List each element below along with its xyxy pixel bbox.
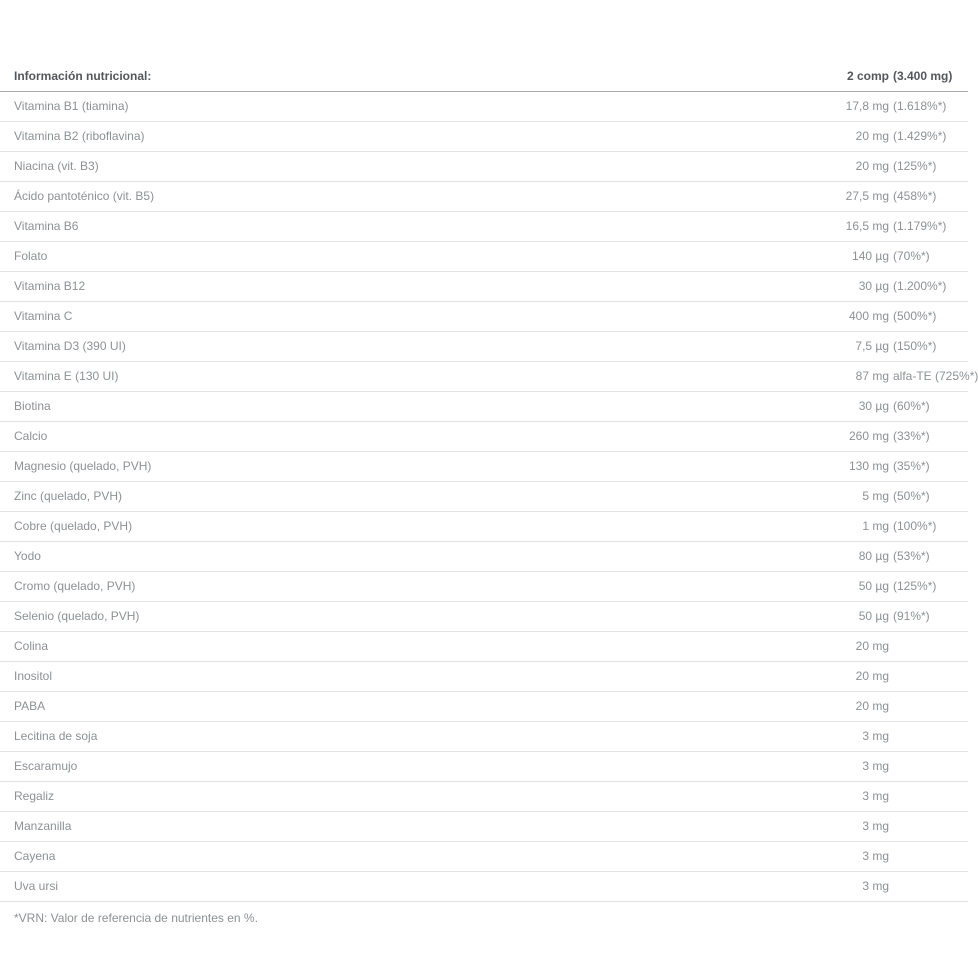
nutrient-name: PABA [0, 692, 709, 722]
nutrient-amount: 130 mg [709, 452, 889, 482]
table-row [0, 242, 968, 272]
nutrient-amount: 260 mg [709, 422, 889, 452]
nutrient-vrn-percent [889, 692, 968, 722]
table-row [0, 872, 968, 902]
nutrient-amount: 20 mg [709, 692, 889, 722]
nutrient-name: Escaramujo [0, 752, 709, 782]
table-row [0, 782, 968, 812]
nutrient-amount: 5 mg [709, 482, 889, 512]
nutrient-amount: 50 µg [709, 572, 889, 602]
nutrient-name: Manzanilla [0, 812, 709, 842]
table-row [0, 362, 968, 392]
nutrient-name: Zinc (quelado, PVH) [0, 482, 709, 512]
nutrient-amount: 20 mg [709, 122, 889, 152]
nutrition-table [0, 62, 978, 902]
nutrient-amount: 140 µg [709, 242, 889, 272]
nutrient-vrn-percent: (53%*) [889, 542, 968, 572]
nutrient-name: Vitamina B12 [0, 272, 709, 302]
table-row [0, 632, 968, 662]
nutrient-amount: 20 mg [709, 632, 889, 662]
nutrient-vrn-percent [889, 722, 968, 752]
nutrient-name: Vitamina B6 [0, 212, 709, 242]
nutrient-vrn-percent: alfa-TE (725%*) [889, 362, 968, 392]
nutrient-amount: 7,5 µg [709, 332, 889, 362]
nutrient-amount: 87 mg [709, 362, 889, 392]
nutrient-vrn-percent [889, 842, 968, 872]
table-header-title: Información nutricional: [0, 62, 709, 92]
nutrient-amount: 17,8 mg [709, 92, 889, 122]
nutrient-name: Ácido pantoténico (vit. B5) [0, 182, 709, 212]
nutrient-vrn-percent: (125%*) [889, 572, 968, 602]
table-row [0, 842, 968, 872]
table-row [0, 122, 968, 152]
nutrient-vrn-percent: (33%*) [889, 422, 968, 452]
table-row [0, 812, 968, 842]
nutrient-amount: 30 µg [709, 392, 889, 422]
nutrient-amount: 400 mg [709, 302, 889, 332]
nutrient-name: Yodo [0, 542, 709, 572]
nutrient-vrn-percent: (35%*) [889, 452, 968, 482]
nutrient-vrn-percent: (1.429%*) [889, 122, 968, 152]
nutrient-amount: 80 µg [709, 542, 889, 572]
nutrient-name: Cobre (quelado, PVH) [0, 512, 709, 542]
nutrient-name: Folato [0, 242, 709, 272]
nutrient-amount: 50 µg [709, 602, 889, 632]
nutrient-amount: 3 mg [709, 872, 889, 902]
nutrient-vrn-percent [889, 662, 968, 692]
nutrient-vrn-percent: (50%*) [889, 482, 968, 512]
table-row [0, 602, 968, 632]
table-row [0, 572, 968, 602]
nutrient-amount: 3 mg [709, 782, 889, 812]
nutrient-vrn-percent: (60%*) [889, 392, 968, 422]
nutrient-amount: 1 mg [709, 512, 889, 542]
table-row [0, 302, 968, 332]
nutrient-vrn-percent: (1.179%*) [889, 212, 968, 242]
nutrient-vrn-percent: (91%*) [889, 602, 968, 632]
table-row [0, 92, 968, 122]
nutrition-table-body [0, 92, 978, 902]
table-row [0, 662, 968, 692]
nutrient-amount: 3 mg [709, 842, 889, 872]
nutrient-name: Biotina [0, 392, 709, 422]
table-row [0, 512, 968, 542]
nutrient-vrn-percent: (150%*) [889, 332, 968, 362]
nutrient-amount: 3 mg [709, 812, 889, 842]
nutrient-name: Uva ursi [0, 872, 709, 902]
table-row [0, 422, 968, 452]
nutrient-vrn-percent: (70%*) [889, 242, 968, 272]
table-row [0, 152, 968, 182]
nutrient-name: Inositol [0, 662, 709, 692]
vrn-footnote: *VRN: Valor de referencia de nutrientes en %. [14, 911, 258, 925]
table-row [0, 272, 968, 302]
table-row [0, 752, 968, 782]
table-row [0, 392, 968, 422]
nutrient-amount: 20 mg [709, 662, 889, 692]
nutrient-name: Calcio [0, 422, 709, 452]
nutrient-name: Regaliz [0, 782, 709, 812]
nutrient-name: Vitamina E (130 UI) [0, 362, 709, 392]
nutrient-name: Selenio (quelado, PVH) [0, 602, 709, 632]
table-header-row [0, 62, 968, 92]
nutrient-name: Vitamina D3 (390 UI) [0, 332, 709, 362]
nutrient-name: Cromo (quelado, PVH) [0, 572, 709, 602]
nutrient-name: Cayena [0, 842, 709, 872]
table-row [0, 212, 968, 242]
nutrient-amount: 3 mg [709, 722, 889, 752]
nutrient-name: Niacina (vit. B3) [0, 152, 709, 182]
nutrient-amount: 16,5 mg [709, 212, 889, 242]
nutrient-vrn-percent: (1.200%*) [889, 272, 968, 302]
nutrient-vrn-percent [889, 812, 968, 842]
nutrient-name: Colina [0, 632, 709, 662]
table-row [0, 722, 968, 752]
nutrient-amount: 20 mg [709, 152, 889, 182]
table-row [0, 182, 968, 212]
nutrient-vrn-percent [889, 632, 968, 662]
nutrient-vrn-percent: (125%*) [889, 152, 968, 182]
nutrient-vrn-percent [889, 872, 968, 902]
nutrient-vrn-percent: (1.618%*) [889, 92, 968, 122]
nutrient-name: Magnesio (quelado, PVH) [0, 452, 709, 482]
nutrient-amount: 27,5 mg [709, 182, 889, 212]
table-row [0, 332, 968, 362]
nutrient-vrn-percent [889, 752, 968, 782]
nutrient-vrn-percent: (458%*) [889, 182, 968, 212]
nutrient-vrn-percent: (500%*) [889, 302, 968, 332]
table-row [0, 692, 968, 722]
table-row [0, 482, 968, 512]
nutrient-vrn-percent [889, 782, 968, 812]
nutrient-amount: 3 mg [709, 752, 889, 782]
nutrient-vrn-percent: (100%*) [889, 512, 968, 542]
nutrient-amount: 30 µg [709, 272, 889, 302]
table-row [0, 542, 968, 572]
nutrient-name: Lecitina de soja [0, 722, 709, 752]
table-header-serving-weight: (3.400 mg) [889, 62, 968, 92]
table-row [0, 452, 968, 482]
nutrient-name: Vitamina B1 (tiamina) [0, 92, 709, 122]
nutrient-name: Vitamina B2 (riboflavina) [0, 122, 709, 152]
table-header-serving-count: 2 comp [709, 62, 889, 92]
nutrient-name: Vitamina C [0, 302, 709, 332]
